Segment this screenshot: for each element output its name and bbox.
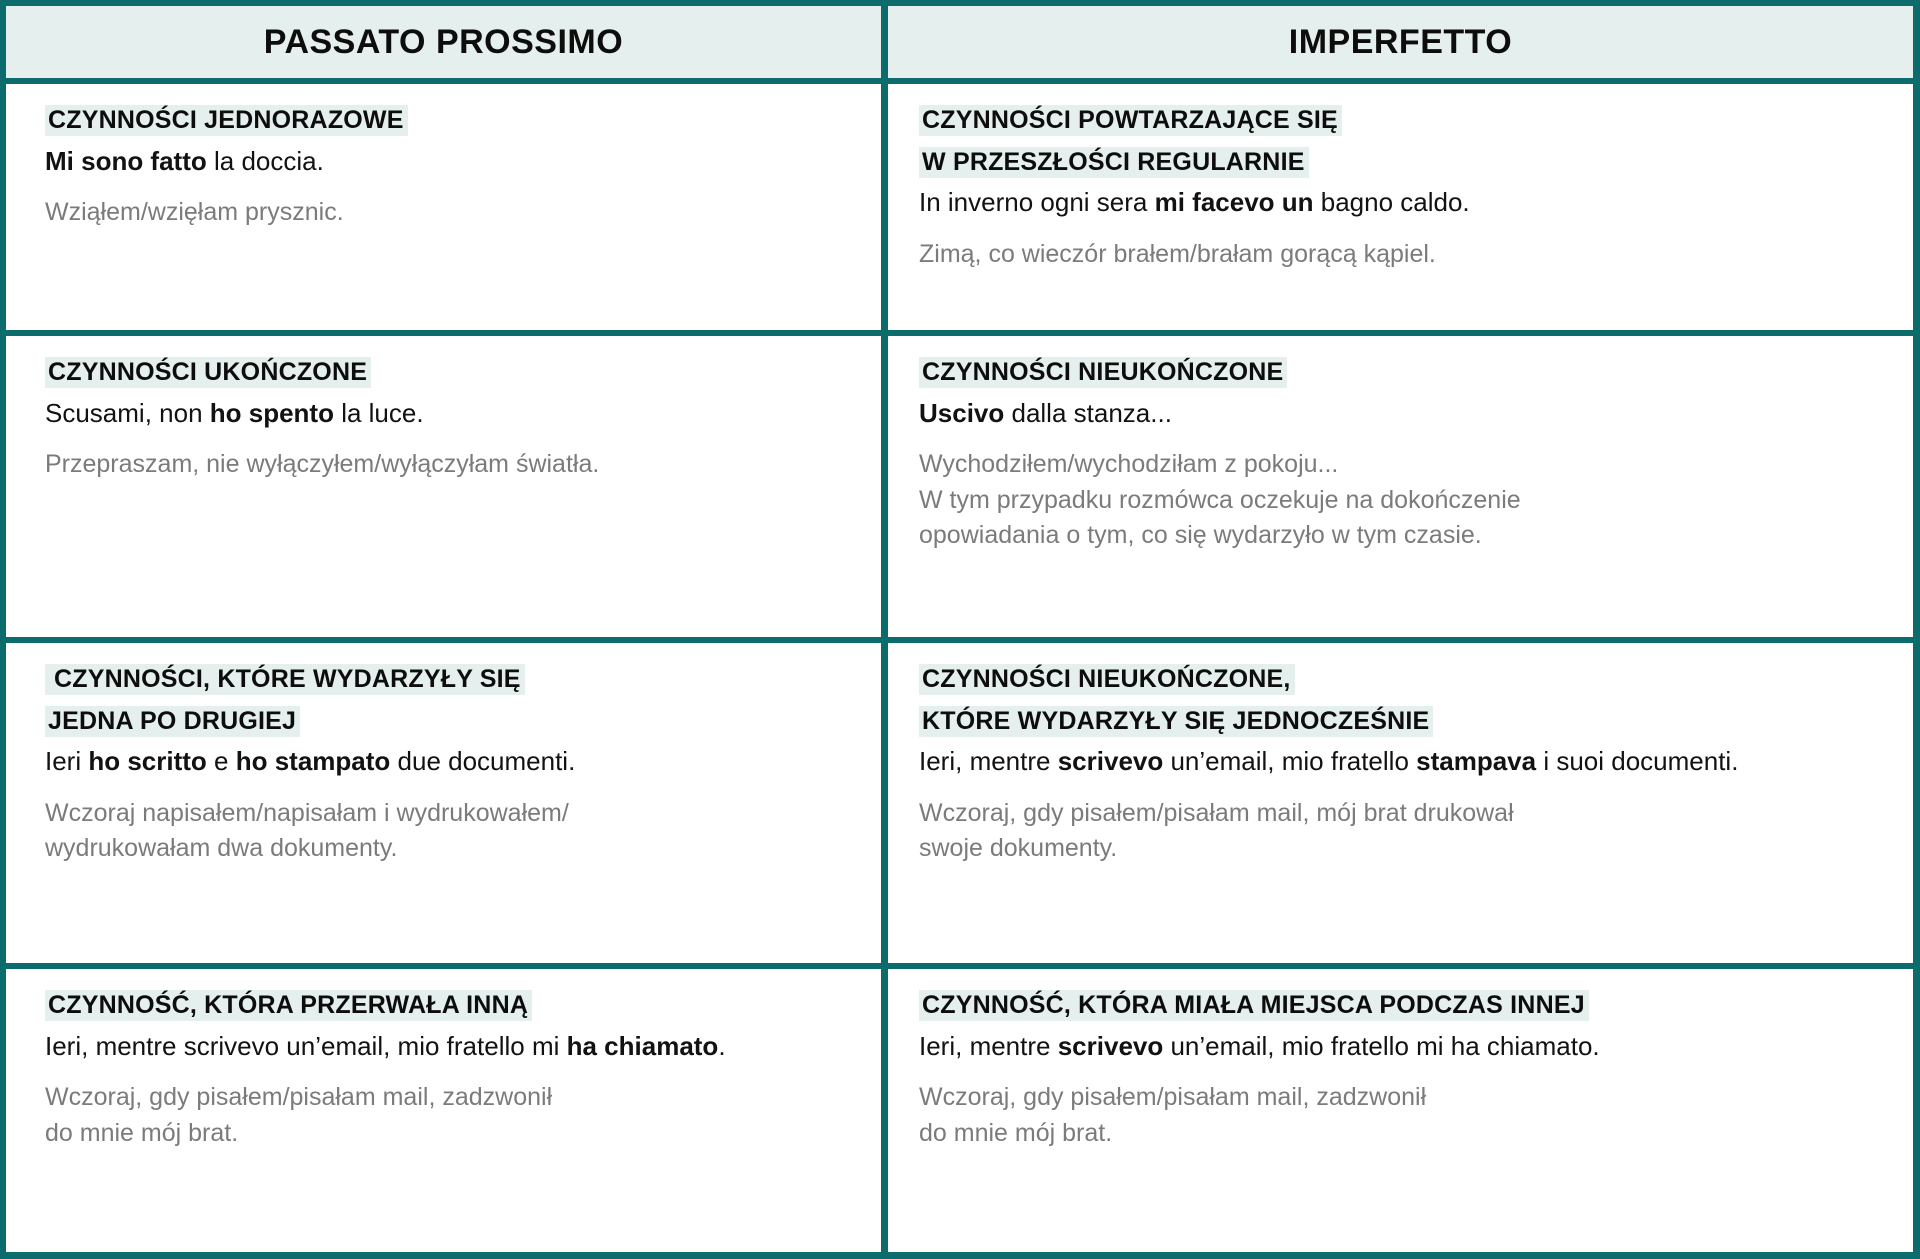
translation-line: Przepraszam, nie wyłączyłem/wyłączyłam światła. — [45, 450, 600, 479]
label-stack — [919, 102, 1891, 181]
polish-translation — [919, 237, 1891, 273]
table-inner — [6, 6, 1913, 1252]
category-label — [45, 703, 859, 741]
polish-translation — [45, 1080, 859, 1151]
translation-line: Wczoraj, gdy pisałem/pisałam mail, zadzwonił — [919, 1083, 1427, 1112]
cell-imperfetto-4 — [888, 969, 1913, 1252]
sentence-text: dalla stanza... — [1004, 397, 1172, 428]
polish-translation — [45, 195, 859, 231]
translation-line: W tym przypadku rozmówca oczekuje na dokończenie — [919, 485, 1521, 514]
verb-highlight: scrivevo — [1057, 1030, 1164, 1061]
verb-highlight: Uscivo — [919, 397, 1005, 428]
category-label-text: CZYNNOŚCI NIEUKOŃCZONE, — [919, 664, 1295, 695]
verb-highlight: ho spento — [209, 397, 334, 428]
category-label-text: JEDNA PO DRUGIEJ — [45, 706, 300, 737]
italian-example — [45, 396, 859, 432]
polish-translation — [919, 796, 1891, 867]
label-stack — [919, 661, 1891, 740]
category-label — [45, 661, 859, 699]
category-label-text: KTÓRE WYDARZYŁY SIĘ JEDNOCZEŚNIE — [919, 706, 1433, 737]
category-label-text: W PRZESZŁOŚCI REGULARNIE — [919, 147, 1309, 178]
polish-translation — [45, 447, 859, 483]
translation-line: Wczoraj napisałem/napisałam i wydrukowałem/ — [45, 798, 569, 827]
translation-line: do mnie mój brat. — [919, 1118, 1113, 1147]
category-label-text: CZYNNOŚĆ, KTÓRA MIAŁA MIEJSCA PODCZAS INNEJ — [919, 990, 1589, 1021]
sentence-text: Ieri, mentre — [919, 1030, 1058, 1061]
verb-highlight: stampava — [1416, 746, 1537, 776]
italian-example — [45, 744, 859, 780]
header-title-left: PASSATO PROSSIMO — [263, 22, 624, 61]
category-label-text: CZYNNOŚCI POWTARZAJĄCE SIĘ — [919, 105, 1342, 136]
translation-line: do mnie mój brat. — [45, 1118, 239, 1147]
table-row — [6, 969, 1913, 1252]
translation-line: Wziąłem/wzięłam prysznic. — [45, 198, 344, 227]
verb-highlight: Mi sono fatto — [45, 145, 207, 176]
translation-line: wydrukowałam dwa dokumenty. — [45, 834, 398, 863]
sentence-text: e — [206, 746, 236, 776]
category-label-text: CZYNNOŚCI NIEUKOŃCZONE — [919, 357, 1287, 388]
label-stack — [919, 354, 1891, 392]
italian-example — [919, 1029, 1891, 1065]
category-label-text: CZYNNOŚĆ, KTÓRA PRZERWAŁA INNĄ — [45, 990, 532, 1021]
translation-line: Wychodziłem/wychodziłam z pokoju... — [919, 450, 1339, 479]
italian-example — [45, 1029, 859, 1065]
category-label — [919, 987, 1891, 1025]
label-stack — [45, 354, 859, 392]
cell-passato-3 — [6, 643, 888, 963]
table-row — [6, 336, 1913, 643]
table-row — [6, 643, 1913, 969]
table-row — [6, 84, 1913, 336]
category-label — [919, 102, 1891, 140]
category-label — [919, 661, 1891, 699]
header-cell-imperfetto — [888, 6, 1913, 78]
polish-translation — [45, 796, 859, 867]
category-label-text: CZYNNOŚCI, KTÓRE WYDARZYŁY SIĘ — [45, 664, 525, 695]
category-label — [919, 144, 1891, 182]
translation-line: swoje dokumenty. — [919, 834, 1118, 863]
italian-example — [919, 396, 1891, 432]
table-header-row — [6, 6, 1913, 84]
verb-highlight: ho scritto — [88, 746, 207, 776]
category-label — [919, 354, 1891, 392]
category-label — [45, 354, 859, 392]
category-label — [45, 102, 859, 140]
verb-highlight: ha chiamato — [566, 1030, 719, 1061]
sentence-text: . — [718, 1030, 726, 1061]
sentence-text: la luce. — [333, 397, 424, 428]
cell-passato-1 — [6, 84, 888, 330]
italian-example — [919, 185, 1891, 221]
sentence-text: un’email, mio fratello mi ha chiamato. — [1163, 1030, 1600, 1061]
cell-passato-2 — [6, 336, 888, 637]
cell-imperfetto-1 — [888, 84, 1913, 330]
sentence-text: Scusami, non — [45, 397, 210, 428]
header-title-right: IMPERFETTO — [1288, 22, 1513, 61]
polish-translation — [919, 447, 1891, 554]
cell-imperfetto-2 — [888, 336, 1913, 637]
sentence-text: In inverno ogni sera — [919, 187, 1155, 217]
label-stack — [45, 661, 859, 740]
translation-line: Zimą, co wieczór brałem/brałam gorącą kąpiel. — [919, 239, 1436, 268]
sentence-text: bagno caldo. — [1313, 187, 1470, 217]
header-cell-passato-prossimo — [6, 6, 888, 78]
translation-line: Wczoraj, gdy pisałem/pisałam mail, zadzwonił — [45, 1083, 553, 1112]
polish-translation — [919, 1080, 1891, 1151]
category-label — [919, 703, 1891, 741]
label-stack — [45, 987, 859, 1025]
italian-example — [45, 144, 859, 180]
category-label-text: CZYNNOŚCI UKOŃCZONE — [45, 357, 371, 388]
sentence-text: un’email, mio fratello — [1163, 746, 1417, 776]
table-body — [6, 84, 1913, 1252]
label-stack — [919, 987, 1891, 1025]
sentence-text: Ieri, mentre scrivevo un’email, mio fratello mi — [45, 1030, 567, 1061]
sentence-text: Ieri — [45, 746, 89, 776]
sentence-text: i suoi documenti. — [1536, 746, 1739, 776]
italian-example — [919, 744, 1891, 780]
verb-highlight: mi facevo un — [1154, 187, 1314, 217]
translation-line: Wczoraj, gdy pisałem/pisałam mail, mój brat drukował — [919, 798, 1514, 827]
sentence-text: la doccia. — [206, 145, 324, 176]
translation-line: opowiadania o tym, co się wydarzyło w tym czasie. — [919, 521, 1482, 550]
sentence-text: due documenti. — [390, 746, 576, 776]
verb-highlight: scrivevo — [1057, 746, 1164, 776]
cell-imperfetto-3 — [888, 643, 1913, 963]
sentence-text: Ieri, mentre — [919, 746, 1058, 776]
verb-highlight: ho stampato — [235, 746, 391, 776]
cell-passato-4 — [6, 969, 888, 1252]
category-label — [45, 987, 859, 1025]
category-label-text: CZYNNOŚCI JEDNORAZOWE — [45, 105, 408, 136]
label-stack — [45, 102, 859, 140]
